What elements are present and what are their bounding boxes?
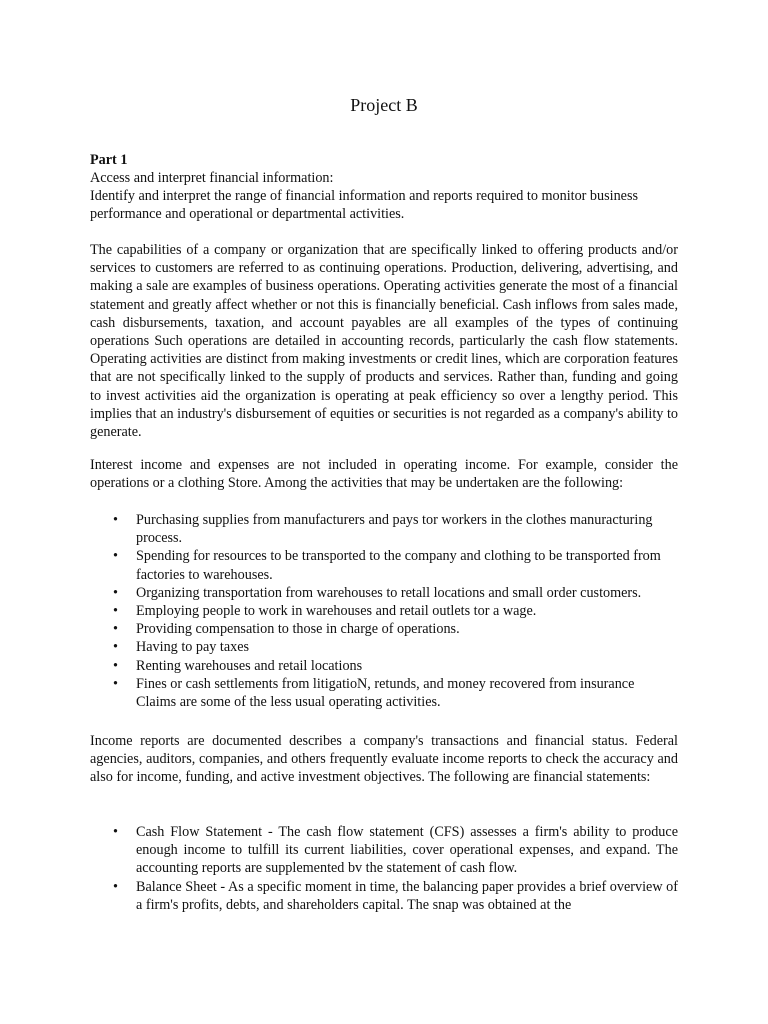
bullet-icon: • bbox=[113, 584, 118, 601]
operations-paragraph: The capabilities of a company or organization that are specifically linked to offering products and/or services to customers are referred to as continuing operations. Production, delivering, advertising, and making a sale are examples of business operations. Operating activities generate the most of a financial statement and greatly affect whether or not this is financially beneficial. Cash inflows from sales made, cash disbursements, taxation, and account payables are all examples of the types of continuing operations Such operations are detailed in accounting records, particularly the cash flow statements. Operating activities are distinct from making investments or credit lines, which are corporation features that are not specifically linked to the supply of products and services. Rather than, funding and going to invest activities aid the organization is operating at peak efficiency so over a lengthy period. This implies that an industry's disbursement of equities or securities is not regarded as a company's ability to generate. bbox=[90, 242, 678, 441]
list-item bbox=[90, 823, 678, 878]
list-item-text: Balance Sheet - As a specific moment in time, the balancing paper provides a brief overview of a firm's profits, debts, and shareholders capital. The snap was obtained at the bbox=[136, 878, 678, 913]
list-item-text: Employing people to work in warehouses and retail outlets tor a wage. bbox=[136, 603, 537, 620]
page-title: Project B bbox=[350, 95, 418, 115]
bullet-icon: • bbox=[113, 621, 118, 638]
bullet-icon: • bbox=[113, 639, 118, 656]
list-item bbox=[90, 584, 678, 602]
list-item bbox=[90, 620, 678, 638]
list-item-text: Having to pay taxes bbox=[136, 639, 250, 656]
list-item-text: Cash Flow Statement - The cash flow statement (CFS) assesses a firm's ability to produce enough income to tulfill its current liabilities, cover operational expenses, and expand. The accounting reports are supplemented bv the statement of cash flow. bbox=[136, 824, 678, 877]
list-item-text: Providing compensation to those in charge of operations. bbox=[136, 621, 460, 638]
list-item bbox=[90, 511, 678, 547]
activities-list bbox=[90, 511, 678, 711]
list-item-text: Spending for resources to be transported to the company and clothing to be transported from factories to warehouses. bbox=[136, 548, 661, 583]
list-item-text: Fines or cash settlements from litigatioN, retunds, and money recovered from insurance Claims are some of the less usual operating activities. bbox=[136, 675, 635, 711]
list-item bbox=[90, 547, 678, 583]
list-item bbox=[90, 675, 678, 711]
interest-paragraph: Interest income and expenses are not included in operating income. For example, consider the operations or a clothing Store. Among the activities that may be undertaken are the following: bbox=[90, 457, 678, 492]
bullet-icon: • bbox=[113, 657, 118, 674]
list-item-text: Renting warehouses and retail locations bbox=[136, 657, 363, 674]
list-item-text: Purchasing supplies from manufacturers and pays tor workers in the clothes manuracturing process. bbox=[136, 512, 653, 547]
list-item bbox=[90, 657, 678, 675]
statements-list bbox=[90, 823, 678, 914]
bullet-icon: • bbox=[113, 603, 118, 620]
part-heading: Part 1 bbox=[90, 152, 128, 168]
income-reports-paragraph: Income reports are documented describes a company's transactions and financial status. Federal agencies, auditors, companies, and others frequently evaluate income reports to check the accuracy and also for income, funding, and active investment objectives. The following are financial statements: bbox=[90, 733, 678, 786]
list-item bbox=[90, 878, 678, 914]
bullet-icon: • bbox=[113, 675, 118, 692]
list-item-text: Organizing transportation from warehouses to retall locations and small order customers. bbox=[136, 584, 642, 601]
intro-description: Identify and interpret the range of financial information and reports required to monitor business performance and operational or departmental activities. bbox=[90, 188, 639, 223]
intro-line: Access and interpret financial information: bbox=[90, 170, 334, 186]
bullet-icon: • bbox=[113, 824, 118, 840]
list-item bbox=[90, 602, 678, 620]
bullet-icon: • bbox=[113, 512, 118, 528]
bullet-icon: • bbox=[113, 878, 118, 895]
list-item bbox=[90, 638, 678, 656]
bullet-icon: • bbox=[113, 548, 118, 565]
